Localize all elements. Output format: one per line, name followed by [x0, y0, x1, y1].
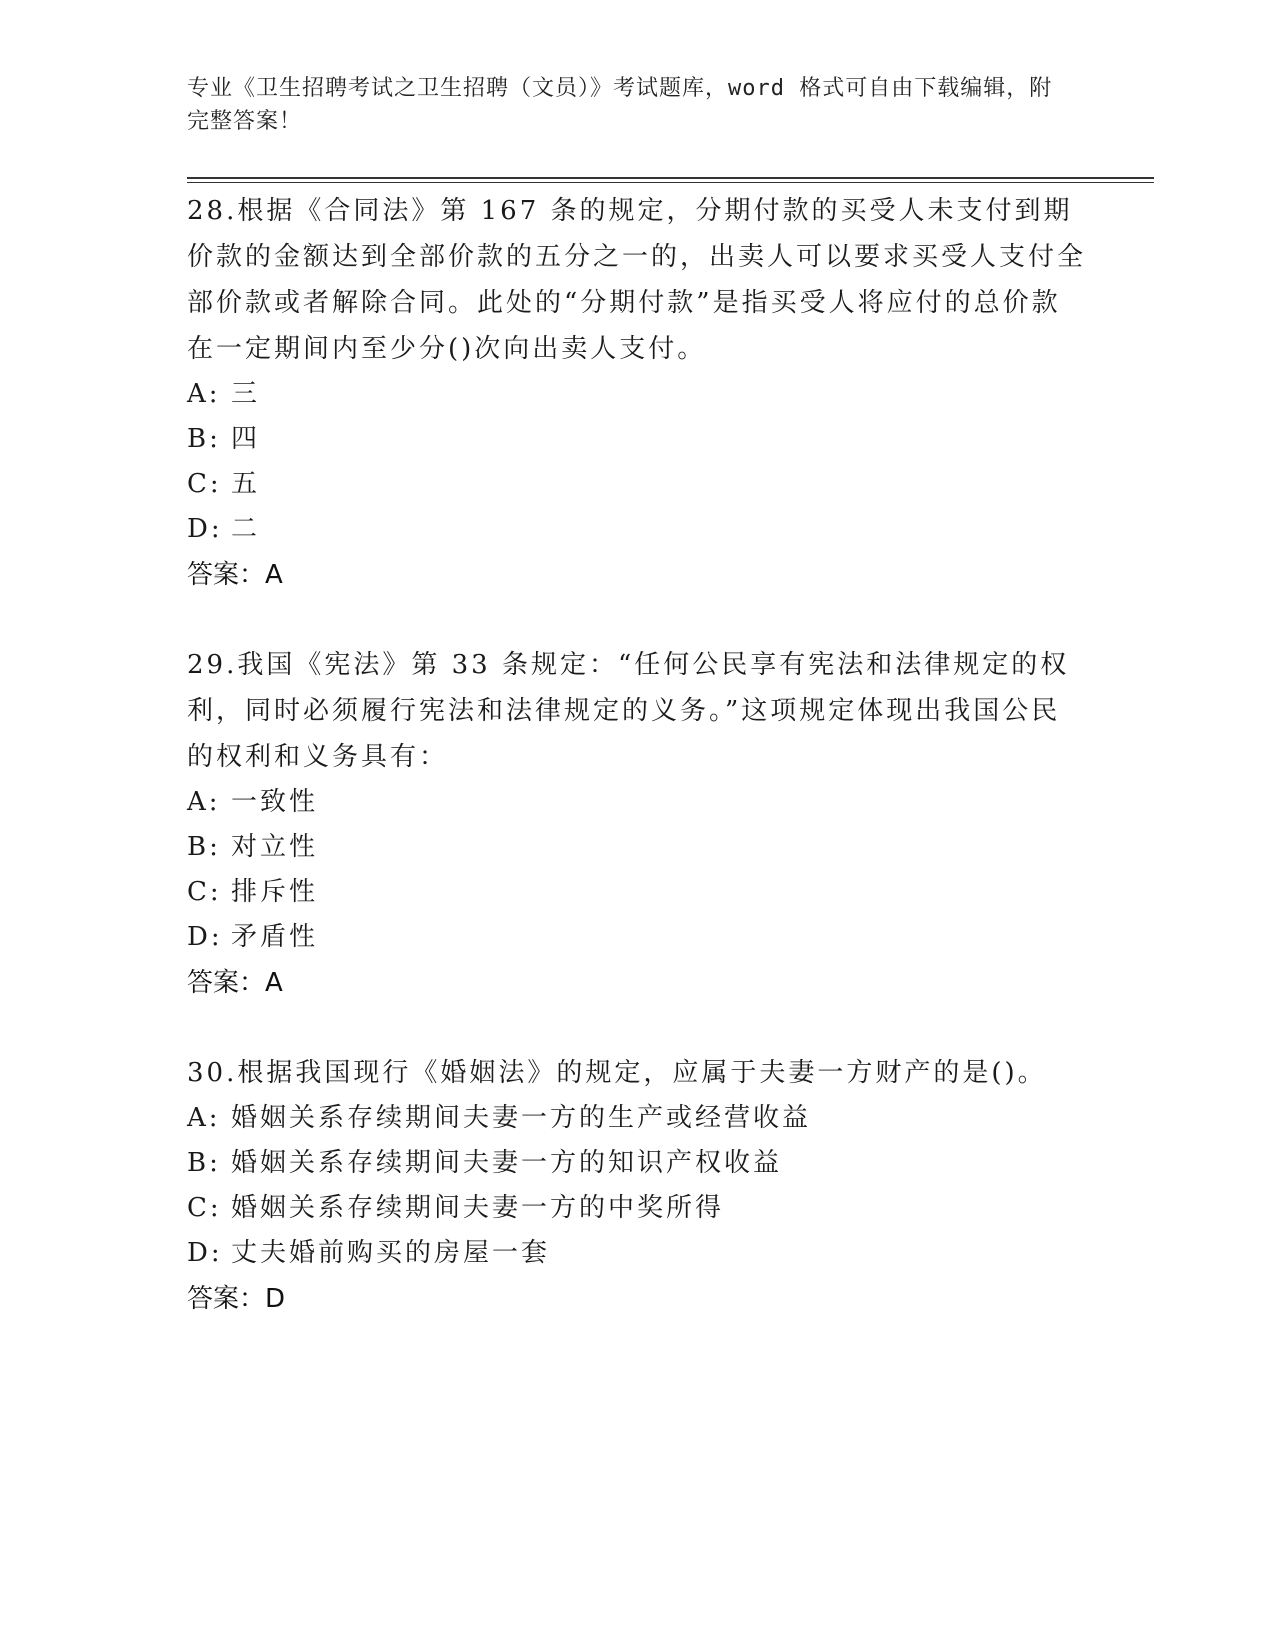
option-c	[187, 1186, 1087, 1231]
option-key: B:	[187, 424, 221, 454]
question-30	[187, 1050, 1087, 1322]
question-number: 30.	[187, 1058, 238, 1088]
option-d	[187, 915, 1087, 960]
answer-label: 答案：A	[187, 560, 283, 590]
option-a	[187, 780, 1087, 825]
option-text: 四	[231, 424, 261, 454]
option-c	[187, 870, 1087, 915]
option-d	[187, 1231, 1087, 1276]
option-key: D:	[187, 1238, 223, 1268]
option-text: 一致性	[231, 787, 319, 817]
question-number: 29.	[187, 650, 238, 680]
option-text: 排斥性	[231, 877, 319, 907]
option-key: C:	[187, 877, 222, 907]
answer-label: 答案：D	[187, 1284, 286, 1314]
option-c	[187, 462, 1087, 507]
option-key: C:	[187, 1193, 222, 1223]
question-text	[187, 1050, 1087, 1096]
option-key: B:	[187, 1148, 221, 1178]
option-key: A:	[187, 787, 221, 817]
option-b	[187, 825, 1087, 870]
option-key: A:	[187, 379, 221, 409]
question-number: 28.	[187, 196, 238, 226]
option-key: D:	[187, 922, 223, 952]
question-text	[187, 188, 1087, 372]
option-b	[187, 417, 1087, 462]
header-divider-thick	[187, 177, 1154, 179]
question-29	[187, 642, 1087, 1006]
option-a	[187, 372, 1087, 417]
option-key: A:	[187, 1103, 221, 1133]
option-text: 五	[231, 469, 261, 499]
option-text: 婚姻关系存续期间夫妻一方的中奖所得	[231, 1193, 725, 1223]
option-key: B:	[187, 832, 221, 862]
answer-label: 答案：A	[187, 968, 283, 998]
option-key: C:	[187, 469, 222, 499]
document-header-note: 专业《卫生招聘考试之卫生招聘（文员）》考试题库，word 格式可自由下载编辑，附完整答案！	[187, 76, 1053, 134]
question-stem: 我国《宪法》第 33 条规定：“任何公民享有宪法和法律规定的权利，同时必须履行宪法和法律规定的义务。”这项规定体现出我国公民的权利和义务具有：	[187, 650, 1070, 772]
option-text: 矛盾性	[231, 922, 319, 952]
option-text: 对立性	[231, 832, 319, 862]
question-28	[187, 188, 1087, 598]
option-text: 三	[231, 379, 261, 409]
question-stem: 根据《合同法》第 167 条的规定，分期付款的买受人未支付到期价款的金额达到全部价款的五分之一的，出卖人可以要求买受人支付全部价款或者解除合同。此处的“分期付款”是指买受人将应付的总价款在一定期间内至少分()次向出卖人支付。	[187, 196, 1087, 364]
option-key: D:	[187, 514, 223, 544]
question-list	[187, 188, 1087, 1366]
option-text: 丈夫婚前购买的房屋一套	[231, 1238, 551, 1268]
question-text	[187, 642, 1087, 780]
header-divider-thin	[187, 182, 1154, 183]
option-text: 婚姻关系存续期间夫妻一方的知识产权收益	[231, 1148, 783, 1178]
option-b	[187, 1141, 1087, 1186]
option-text: 婚姻关系存续期间夫妻一方的生产或经营收益	[231, 1103, 812, 1133]
option-text: 二	[231, 514, 261, 544]
question-stem: 根据我国现行《婚姻法》的规定，应属于夫妻一方财产的是()。	[237, 1058, 1047, 1088]
option-a	[187, 1096, 1087, 1141]
option-d	[187, 507, 1087, 552]
